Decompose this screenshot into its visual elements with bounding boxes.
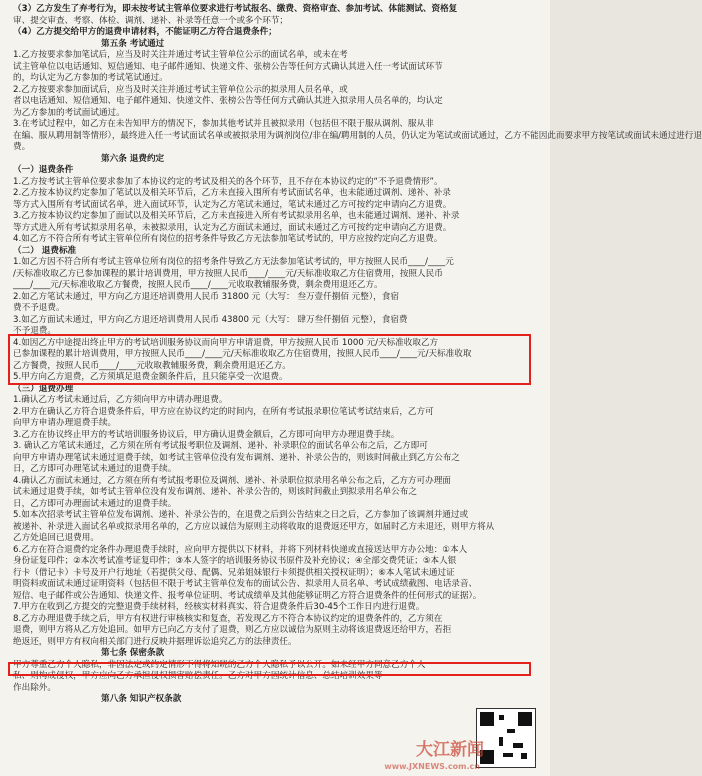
text-line: （4）乙方提交给甲方的退费申请材料，不能证明乙方符合退费条件； [13,27,277,37]
text-line: 第六条 退费约定 [101,153,165,164]
text-line: 短信、电子邮件或公告通知、快递文件、报考单位证明、考试成绩单及其他能够证明乙方符合退费条件的任何形式的证据）。 [13,590,482,601]
text-line: 绝返还，则甲方有权向相关部门进行反映并据理诉讼追究乙方的法律责任。 [13,636,297,647]
text-line: 行卡（借记卡）卡号及开户行地址（若提供父母、配偶、兄弟姐妹银行卡须提供相关授权证明）；⑥本人笔试未通过证 [13,567,455,578]
text-line: 1.如乙方因不符合所有考试主管单位所有岗位的招考条件导致乙方无法参加笔试考试的，甲方按照人民币____/____元 [13,257,454,267]
text-line: （三）退费办理 [13,383,74,394]
text-line: 试未通过退费手续，如考试主管单位没有发布调剂、递补、补录公告的，则该时间截止到拟录用名单公布之 [13,487,417,497]
text-line: （一）退费条件 [13,165,74,175]
text-line: 5.甲方向乙方退费，乙方须填足退费金额条件后，且只能享受一次退费。 [13,372,288,382]
text-line: （3）乙方发生了弃考行为，即未按考试主管单位要求进行考试报名、缴费、资格审查、参加考试、体能测试、资格复 [13,4,458,14]
text-line: 2.甲方在确认乙方符合退费条件后，甲方应在协议约定的时间内，在所有考试报录职位笔试考试结束后，乙方可 [13,406,434,417]
text-line: 1.确认乙方考试未通过后，乙方须向甲方申请办理退费。 [13,395,228,405]
text-line: 第五条 考试通过 [101,38,165,49]
text-line: （二） 退费标准 [13,245,77,256]
text-line: 身份证复印件；②本次考试准考证复印件；③本人签字的培训服务协议书原件及补充协议；④全部交费凭证；⑤本人银 [13,556,457,566]
text-line: 费。 [13,142,31,152]
text-line: 3.乙方在协议终止甲方的考试培训服务协议后，甲方确认退费金额后，乙方即可向甲方办理退费手续。 [13,429,400,440]
text-line: 第八条 知识产权条款 [101,694,182,704]
text-line: 2.乙方按要求参加面试后，应当及时关注并通过考试主管单位公示的拟录用人员名单，或 [13,84,348,95]
text-line: 已参加课程的累计培训费用，甲方按照人民币____/____元/天标准收取乙方住宿费用，按照人民币____/____元/天标准收取 [13,349,472,359]
text-line: 日，乙方即可办理面试未通过的退费手续。 [13,498,177,509]
text-line: 费不予退费。 [13,303,65,313]
text-line: 6.乙方在符合退费约定条件办理退费手续时，应向甲方提供以下材料，并将下列材料快递或直接送达甲方办公地：①本人 [13,544,468,555]
text-line: 1.乙方按考试主管单位要求参加了本协议约定的考试及相关的各个环节，且不存在本协议约定的“不予退费情形”。 [13,176,443,187]
text-line: 乙方餐费，按照人民币____/____元收取教辅服务费，剩余费用退还乙方。 [13,360,291,371]
text-line: 7.甲方在收到乙方提交的完整退费手续材料，经核实材料真实、符合退费条件后30-45个工作日内进行退费。 [13,602,425,612]
text-line: 者以电话通知、短信通知、电子邮件通知、快递文件、张榜公告等任何方式确认其进入拟录用人员名单的，均认定 [13,96,443,106]
text-line: ____/____元/天标准收取乙方餐费，按照人民币____/____元收取教辅服务费，剩余费用退还乙方。 [13,280,383,290]
highlight-box-refund-timing [8,662,531,676]
text-line: 私、则构成侵权，甲方应向乙方承担侵权损害赔偿责任。乙方对甲方因统计信息、总结培训效果等 [13,671,383,681]
highlight-box-refund-amounts [8,334,531,385]
text-line: 向甲方申请办理笔试未通过退费手续，如考试主管单位没有发布调剂、递补、补录公告的，则该时间截止到乙方公布之 [13,452,460,463]
text-line: 等方式入围所有考试面试名单，进入面试环节，认定为乙方笔试未通过，笔试未通过乙方可按约定申请向乙方退费。 [13,199,452,210]
text-line: 甲方尊重乙方个人隐私，非因法定或约定情形不得将知晓的乙方个人隐私予以公开。如未经甲方同意乙方个人 [13,659,426,670]
text-line: 退费，则甲方将从乙方处追回。如甲方已向乙方支付了退费，则乙方应以诚信为原则主动将该退费返还给甲方，若拒 [13,625,452,635]
text-line: 3. 确认乙方笔试未通过，乙方须在所有考试报考职位及调剂、递补、补录职位的面试名单公布之后，乙方即可 [13,441,428,451]
text-line: 乙方处追回已退费用。 [13,533,99,543]
text-line: 2.乙方按本协议约定参加了笔试以及相关环节后，乙方未直接入围所有考试面试名单，也未能通过调剂、递补、补录 [13,188,451,198]
text-line: 3.在考试过程中，如乙方在未告知甲方的情况下，参加其他考试并且被拟录用（包括但不限于服从调剂、服从非 [13,119,434,129]
text-line: 作出除外。 [13,682,56,693]
text-line: 在编、服从聘用制等情形），最终进入任一考试面试名单或被拟录用为调剂岗位/非在编/聘用制的人员，仍认定为笔试或面试通过，乙方不能因此而要求甲方按笔试或面试未通过进行退 [13,130,702,141]
text-line: 被递补、补录进入面试名单或拟录用名单的，乙方应以诚信为原则主动将收取的退费返还甲方，如届时乙方未退还，则甲方将从 [13,521,495,532]
text-line: 2.如乙方笔试未通过，甲方向乙方退还培训费用人民币 31800 元（大写： 叁万壹仟捌佰 元整），食宿 [13,291,399,302]
text-line: 日，乙方即可办理笔试未通过的退费手续。 [13,464,177,474]
text-line: 的，均认定为乙方参加的考试笔试通过。 [13,73,168,83]
text-line: 向甲方申请办理退费手续。 [13,418,117,428]
watermark-url: www.JXNEWS.com.cn [384,761,480,771]
text-line: 等方式进入所有考试拟录用名单，未被拟录用，认定为乙方面试未通过，面试未通过乙方可按约定申请向乙方退费。 [13,222,452,233]
qr-code-icon [476,708,536,768]
text-line: 5.如本次招录考试主管单位发布调剂、递补、补录公告的，在退费之后到公告结束之日之后，乙方参加了该调剂并通过或 [13,510,469,520]
text-line: 为乙方参加的考试面试通过。 [13,107,125,118]
text-line: 3.乙方按本协议约定参加了面试以及相关环节后，乙方未直接进入所有考试拟录用名单，也未能通过调剂、递补、补录 [13,211,460,221]
text-line: 3.如乙方面试未通过，甲方向乙方退还培训费用人民币 43800 元（大写： 肆万叁仟捌佰 元整），食宿费 [13,314,408,325]
text-line: 8.乙方办理退费手续之后，甲方有权进行审核核实和复查，若发现乙方不符合本协议约定的退费条件的，乙方须在 [13,613,443,624]
text-line: 1.乙方按要求参加笔试后，应当及时关注并通过考试主管单位公示的面试名单，或未在考 [13,50,348,60]
text-line: 第七条 保密条款 [101,648,165,658]
text-line: 试主管单位以电话通知、短信通知、电子邮件通知、快递文件、张榜公告等任何方式确认其进入任一考试面试环节 [13,61,443,72]
watermark-logo: 大江新闻 [416,739,484,760]
text-line: 明资料或面试未通过证明资料（包括但不限于考试主管单位发布的面试公告、拟录用人员名单、考试成绩截图、电话录音、 [13,579,478,589]
text-line: 4.如乙方不符合所有考试主管单位所有岗位的招考条件导致乙方无法参加笔试考试的，甲方应按约定向乙方退费。 [13,234,443,244]
text-line: 不予退费。 [13,326,56,336]
text-line: 审、提交审查、考察、体检、调剂、递补、补录等任意一个或多个环节； [13,15,289,26]
text-line: 4.确认乙方面试未通过，乙方须在所有考试报考职位及调剂、递补、补录职位拟录用名单公布之后，乙方方可办理面 [13,475,451,486]
text-line: 4.如因乙方中途提出终止甲方的考试培训服务协议而向甲方申请退费，甲方按照人民币 1000 元/天标准收取乙方 [13,337,439,348]
text-line: /天标准收取乙方已参加课程的累计培训费用，甲方按照人民币____/____元/天标准收取乙方住宿费用，按照人民币 [13,268,443,279]
